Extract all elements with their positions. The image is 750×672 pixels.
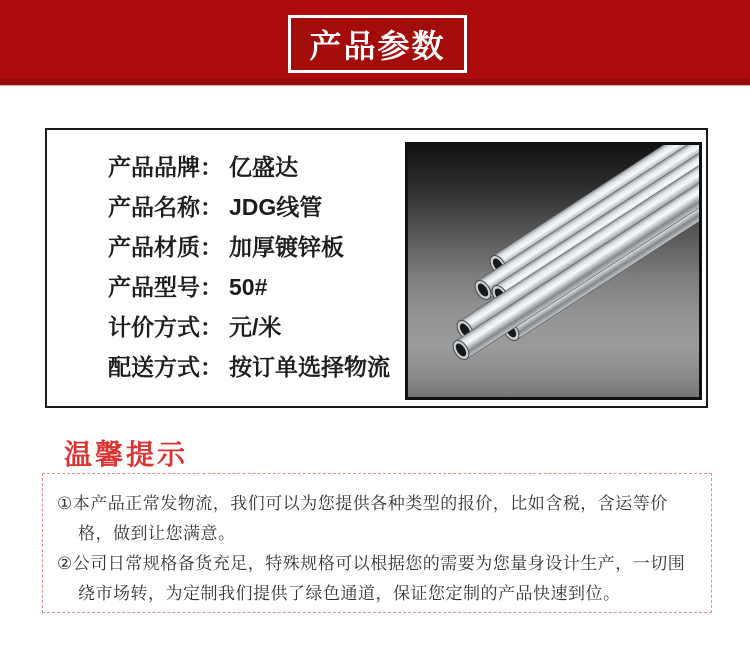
conduit-pipes-illustration — [408, 145, 699, 397]
section-title-box — [288, 15, 467, 73]
spec-value: 亿盛达 — [229, 154, 298, 180]
spec-label: 产品名称： — [108, 194, 223, 220]
spec-value: 元/米 — [229, 314, 282, 340]
spec-value: JDG线管 — [229, 194, 323, 220]
spec-label: 配送方式： — [108, 354, 223, 380]
spec-label: 计价方式： — [108, 314, 223, 340]
tip-note-2: ②公司日常规格备货充足，特殊规格可以根据您的需要为您量身设计生产，一切围绕市场转，为定制我们提供了绿色通道，保证您定制的产品快速到位。 — [57, 554, 686, 603]
section-title: 产品参数 — [309, 28, 446, 64]
spec-value: 按订单选择物流 — [229, 354, 390, 380]
spec-label: 产品型号： — [108, 274, 223, 300]
tip-note-1: ①本产品正常发物流，我们可以为您提供各种类型的报价，比如含税，含运等价格，做到让您满意。 — [57, 494, 668, 543]
product-photo — [405, 142, 702, 400]
product-spec-box — [45, 128, 708, 408]
spec-value: 加厚镀锌板 — [229, 234, 344, 260]
spec-label: 产品品牌： — [108, 154, 223, 180]
section-banner — [0, 0, 750, 86]
tips-heading: 温馨提示 — [64, 439, 189, 470]
spec-value: 50# — [229, 274, 268, 300]
spec-label: 产品材质： — [108, 234, 223, 260]
tips-notes-box — [42, 473, 712, 613]
